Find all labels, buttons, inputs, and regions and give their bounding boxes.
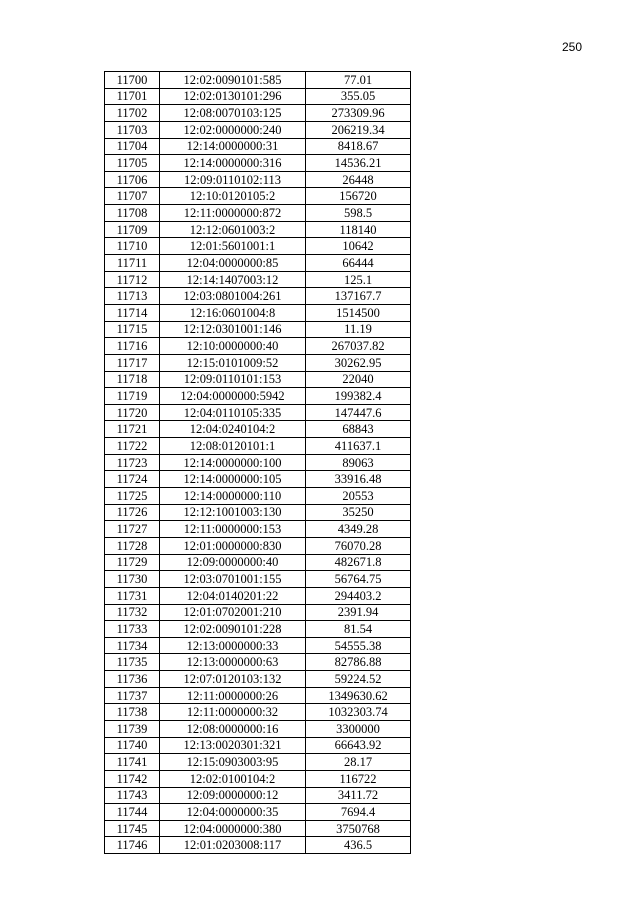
value-cell: 206219.34	[306, 121, 411, 138]
table-row	[105, 471, 411, 488]
value-cell: 77.01	[306, 72, 411, 89]
value-cell: 35250	[306, 504, 411, 521]
value-cell: 156720	[306, 188, 411, 205]
value-cell: 2391.94	[306, 604, 411, 621]
row-number-cell: 11743	[105, 787, 160, 804]
cadastral-number-cell: 12:14:1407003:12	[160, 271, 306, 288]
value-cell: 355.05	[306, 88, 411, 105]
row-number-cell: 11735	[105, 654, 160, 671]
table-row	[105, 654, 411, 671]
row-number-cell: 11716	[105, 338, 160, 355]
table-row	[105, 321, 411, 338]
row-number-cell: 11737	[105, 687, 160, 704]
cadastral-number-cell: 12:13:0000000:63	[160, 654, 306, 671]
table-row	[105, 271, 411, 288]
row-number-cell: 11710	[105, 238, 160, 255]
cadastral-number-cell: 12:10:0000000:40	[160, 338, 306, 355]
cadastral-number-cell: 12:02:0000000:240	[160, 121, 306, 138]
row-number-cell: 11728	[105, 537, 160, 554]
table-row	[105, 621, 411, 638]
value-cell: 76070.28	[306, 537, 411, 554]
row-number-cell: 11740	[105, 737, 160, 754]
value-cell: 1349630.62	[306, 687, 411, 704]
row-number-cell: 11729	[105, 554, 160, 571]
table-row	[105, 354, 411, 371]
table-row	[105, 138, 411, 155]
table-row	[105, 704, 411, 721]
value-cell: 22040	[306, 371, 411, 388]
table-row	[105, 604, 411, 621]
row-number-cell: 11707	[105, 188, 160, 205]
row-number-cell: 11745	[105, 820, 160, 837]
cadastral-number-cell: 12:08:0120101:1	[160, 438, 306, 455]
cadastral-number-cell: 12:02:0130101:296	[160, 88, 306, 105]
value-cell: 54555.38	[306, 637, 411, 654]
cadastral-number-cell: 12:16:0601004:8	[160, 304, 306, 321]
cadastral-number-cell: 12:04:0240104:2	[160, 421, 306, 438]
row-number-cell: 11726	[105, 504, 160, 521]
value-cell: 14536.21	[306, 155, 411, 172]
row-number-cell: 11701	[105, 88, 160, 105]
row-number-cell: 11744	[105, 804, 160, 821]
value-cell: 147447.6	[306, 404, 411, 421]
row-number-cell: 11708	[105, 205, 160, 222]
cadastral-number-cell: 12:02:0090101:228	[160, 621, 306, 638]
value-cell: 1514500	[306, 304, 411, 321]
row-number-cell: 11721	[105, 421, 160, 438]
table-row	[105, 804, 411, 821]
cadastral-number-cell: 12:03:0801004:261	[160, 288, 306, 305]
cadastral-number-cell: 12:12:0601003:2	[160, 221, 306, 238]
table-row	[105, 205, 411, 222]
cadastral-number-cell: 12:12:0301001:146	[160, 321, 306, 338]
value-cell: 28.17	[306, 754, 411, 771]
value-cell: 1032303.74	[306, 704, 411, 721]
table-row	[105, 770, 411, 787]
value-cell: 66643.92	[306, 737, 411, 754]
row-number-cell: 11732	[105, 604, 160, 621]
cadastral-number-cell: 12:14:0000000:110	[160, 488, 306, 505]
data-table	[104, 71, 411, 854]
cadastral-number-cell: 12:01:5601001:1	[160, 238, 306, 255]
row-number-cell: 11703	[105, 121, 160, 138]
cadastral-number-cell: 12:04:0110105:335	[160, 404, 306, 421]
row-number-cell: 11713	[105, 288, 160, 305]
row-number-cell: 11718	[105, 371, 160, 388]
table-row	[105, 438, 411, 455]
value-cell: 10642	[306, 238, 411, 255]
value-cell: 30262.95	[306, 354, 411, 371]
table-row	[105, 171, 411, 188]
row-number-cell: 11734	[105, 637, 160, 654]
value-cell: 4349.28	[306, 521, 411, 538]
cadastral-number-cell: 12:03:0701001:155	[160, 571, 306, 588]
table-row	[105, 255, 411, 272]
table-row	[105, 671, 411, 688]
value-cell: 59224.52	[306, 671, 411, 688]
cadastral-number-cell: 12:01:0000000:830	[160, 537, 306, 554]
value-cell: 3411.72	[306, 787, 411, 804]
cadastral-number-cell: 12:14:0000000:316	[160, 155, 306, 172]
cadastral-number-cell: 12:15:0903003:95	[160, 754, 306, 771]
table-row	[105, 820, 411, 837]
cadastral-number-cell: 12:13:0020301:321	[160, 737, 306, 754]
value-cell: 598.5	[306, 205, 411, 222]
value-cell: 81.54	[306, 621, 411, 638]
cadastral-number-cell: 12:11:0000000:153	[160, 521, 306, 538]
value-cell: 89063	[306, 454, 411, 471]
row-number-cell: 11723	[105, 454, 160, 471]
value-cell: 68843	[306, 421, 411, 438]
cadastral-number-cell: 12:07:0120103:132	[160, 671, 306, 688]
cadastral-number-cell: 12:08:0000000:16	[160, 720, 306, 737]
value-cell: 199382.4	[306, 388, 411, 405]
row-number-cell: 11736	[105, 671, 160, 688]
row-number-cell: 11739	[105, 720, 160, 737]
value-cell: 137167.7	[306, 288, 411, 305]
row-number-cell: 11712	[105, 271, 160, 288]
row-number-cell: 11722	[105, 438, 160, 455]
cadastral-number-cell: 12:10:0120105:2	[160, 188, 306, 205]
row-number-cell: 11724	[105, 471, 160, 488]
table-row	[105, 72, 411, 89]
row-number-cell: 11730	[105, 571, 160, 588]
value-cell: 3300000	[306, 720, 411, 737]
cadastral-number-cell: 12:12:1001003:130	[160, 504, 306, 521]
cadastral-number-cell: 12:04:0140201:22	[160, 587, 306, 604]
row-number-cell: 11731	[105, 587, 160, 604]
row-number-cell: 11717	[105, 354, 160, 371]
table-row	[105, 288, 411, 305]
value-cell: 56764.75	[306, 571, 411, 588]
table-row	[105, 121, 411, 138]
value-cell: 11.19	[306, 321, 411, 338]
table-body	[105, 72, 411, 854]
table-row	[105, 238, 411, 255]
table-row	[105, 155, 411, 172]
cadastral-number-cell: 12:13:0000000:33	[160, 637, 306, 654]
value-cell: 294403.2	[306, 587, 411, 604]
cadastral-number-cell: 12:11:0000000:872	[160, 205, 306, 222]
table-row	[105, 837, 411, 854]
value-cell: 411637.1	[306, 438, 411, 455]
value-cell: 8418.67	[306, 138, 411, 155]
cadastral-number-cell: 12:11:0000000:32	[160, 704, 306, 721]
table-row	[105, 371, 411, 388]
table-row	[105, 504, 411, 521]
row-number-cell: 11727	[105, 521, 160, 538]
table-row	[105, 221, 411, 238]
cadastral-number-cell: 12:09:0110102:113	[160, 171, 306, 188]
row-number-cell: 11709	[105, 221, 160, 238]
table-row	[105, 571, 411, 588]
cadastral-number-cell: 12:02:0090101:585	[160, 72, 306, 89]
table-row	[105, 338, 411, 355]
row-number-cell: 11704	[105, 138, 160, 155]
table-row	[105, 537, 411, 554]
value-cell: 125.1	[306, 271, 411, 288]
table-row	[105, 454, 411, 471]
row-number-cell: 11714	[105, 304, 160, 321]
table-row	[105, 188, 411, 205]
cadastral-number-cell: 12:08:0070103:125	[160, 105, 306, 122]
page-number: 250	[561, 40, 582, 54]
row-number-cell: 11715	[105, 321, 160, 338]
table-row	[105, 554, 411, 571]
cadastral-number-cell: 12:09:0110101:153	[160, 371, 306, 388]
table-row	[105, 388, 411, 405]
row-number-cell: 11720	[105, 404, 160, 421]
table-row	[105, 587, 411, 604]
table-row	[105, 637, 411, 654]
value-cell: 7694.4	[306, 804, 411, 821]
value-cell: 33916.48	[306, 471, 411, 488]
cadastral-number-cell: 12:02:0100104:2	[160, 770, 306, 787]
table-row	[105, 737, 411, 754]
row-number-cell: 11702	[105, 105, 160, 122]
cadastral-number-cell: 12:04:0000000:5942	[160, 388, 306, 405]
row-number-cell: 11719	[105, 388, 160, 405]
table-row	[105, 687, 411, 704]
table-row	[105, 304, 411, 321]
cadastral-number-cell: 12:15:0101009:52	[160, 354, 306, 371]
value-cell: 482671.8	[306, 554, 411, 571]
row-number-cell: 11706	[105, 171, 160, 188]
row-number-cell: 11705	[105, 155, 160, 172]
value-cell: 26448	[306, 171, 411, 188]
row-number-cell: 11725	[105, 488, 160, 505]
value-cell: 267037.82	[306, 338, 411, 355]
table-row	[105, 787, 411, 804]
table-row	[105, 488, 411, 505]
cadastral-number-cell: 12:04:0000000:85	[160, 255, 306, 272]
value-cell: 82786.88	[306, 654, 411, 671]
value-cell: 3750768	[306, 820, 411, 837]
table-row	[105, 754, 411, 771]
value-cell: 116722	[306, 770, 411, 787]
row-number-cell: 11746	[105, 837, 160, 854]
cadastral-number-cell: 12:14:0000000:105	[160, 471, 306, 488]
value-cell: 118140	[306, 221, 411, 238]
row-number-cell: 11741	[105, 754, 160, 771]
cadastral-number-cell: 12:01:0702001:210	[160, 604, 306, 621]
row-number-cell: 11711	[105, 255, 160, 272]
cadastral-number-cell: 12:14:0000000:100	[160, 454, 306, 471]
value-cell: 66444	[306, 255, 411, 272]
cadastral-number-cell: 12:14:0000000:31	[160, 138, 306, 155]
cadastral-number-cell: 12:04:0000000:35	[160, 804, 306, 821]
cadastral-number-cell: 12:01:0203008:117	[160, 837, 306, 854]
table-row	[105, 88, 411, 105]
value-cell: 20553	[306, 488, 411, 505]
cadastral-number-cell: 12:04:0000000:380	[160, 820, 306, 837]
row-number-cell: 11742	[105, 770, 160, 787]
table-row	[105, 521, 411, 538]
cadastral-number-cell: 12:09:0000000:40	[160, 554, 306, 571]
value-cell: 273309.96	[306, 105, 411, 122]
row-number-cell: 11700	[105, 72, 160, 89]
row-number-cell: 11738	[105, 704, 160, 721]
row-number-cell: 11733	[105, 621, 160, 638]
table-row	[105, 404, 411, 421]
value-cell: 436.5	[306, 837, 411, 854]
table-row	[105, 105, 411, 122]
cadastral-number-cell: 12:09:0000000:12	[160, 787, 306, 804]
table-row	[105, 421, 411, 438]
cadastral-number-cell: 12:11:0000000:26	[160, 687, 306, 704]
table-row	[105, 720, 411, 737]
